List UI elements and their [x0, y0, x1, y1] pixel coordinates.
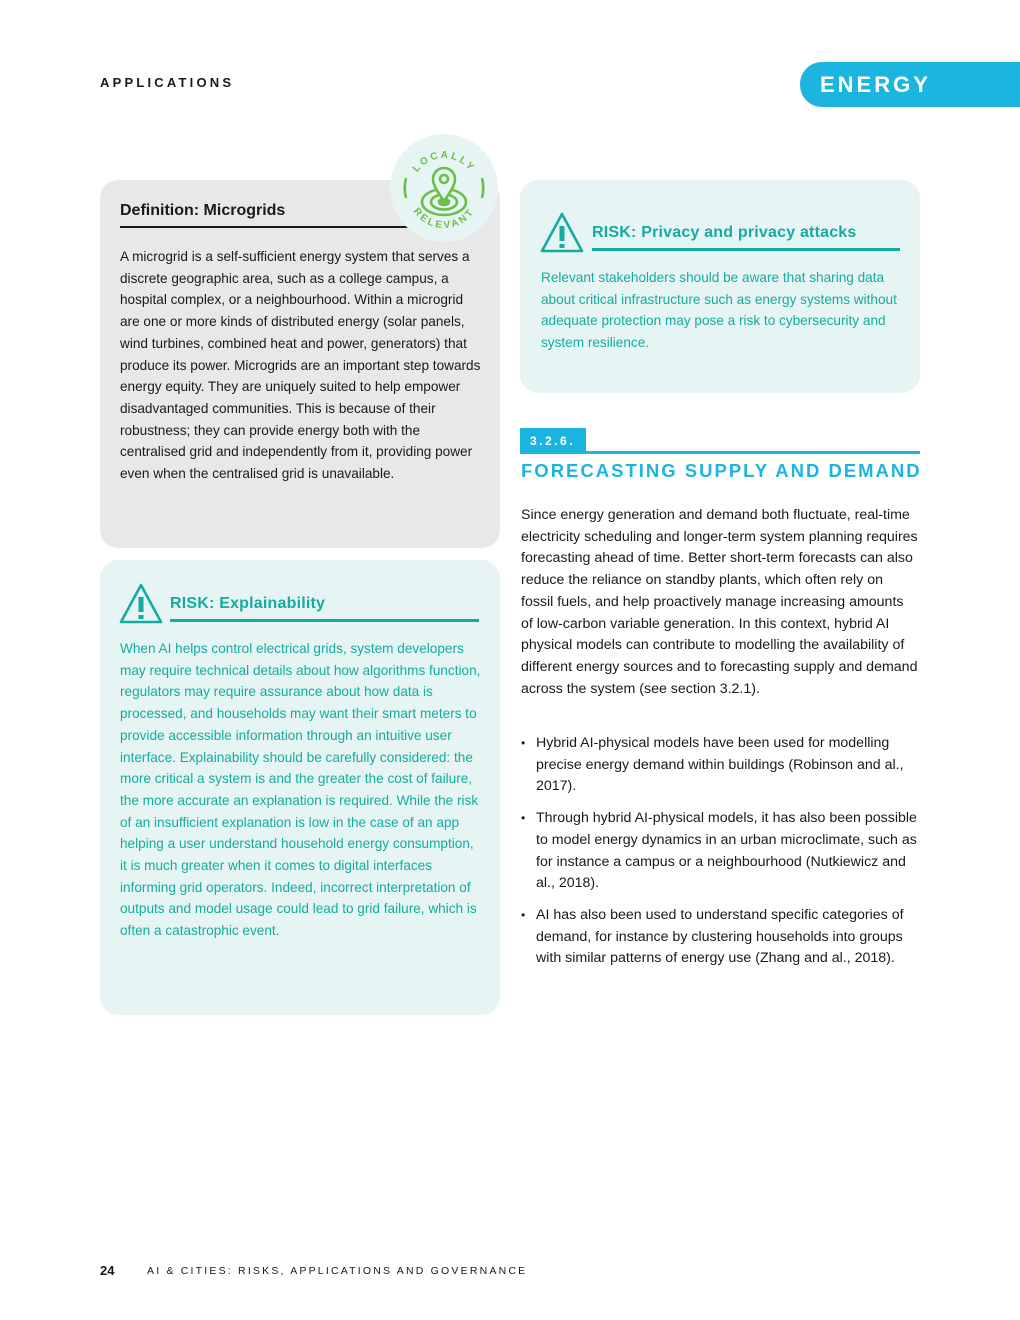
section-rule	[586, 451, 920, 454]
footer-title: AI & CITIES: RISKS, APPLICATIONS AND GOVERNANCE	[147, 1265, 528, 1277]
energy-tab-label: ENERGY	[820, 71, 931, 97]
locally-relevant-badge	[390, 134, 498, 242]
risk-privacy-title: RISK: Privacy and privacy attacks	[592, 224, 900, 251]
energy-tab	[800, 62, 1020, 107]
badge-bottom-text: RELEVANT	[410, 206, 478, 232]
list-item: • Through hybrid AI-physical models, it has also been possible to model energy dynamics in an urban microclimate, such as for instance a campus or a neighbourhood (Nutkiewicz and al., 2018).	[521, 808, 919, 895]
section-number: 3.2.6.	[520, 428, 586, 454]
page-number: 24	[100, 1263, 115, 1278]
list-item: • Hybrid AI-physical models have been used for modelling precise energy demand within buildings (Robinson and al., 2017).	[521, 733, 919, 798]
risk-privacy-text: Relevant stakeholders should be aware that sharing data about critical infrastructure such as energy systems without adequate protection may pose a risk to cybersecurity and system resilience.	[541, 270, 897, 351]
risk-explainability-title: RISK: Explainability	[170, 595, 479, 622]
definition-title: Definition: Microgrids	[120, 202, 408, 228]
section-body: Since energy generation and demand both fluctuate, real-time electricity scheduling and longer-term system planning requires forecasting ahead of time. Better short-term forecasts can also reduce the reliance on standby plants, which often rely on fossil fuels, and help proactively manage increasing amounts of low-carbon variable generation. In this context, hybrid AI physical models can contribute to modelling the availability of different energy sources and to forecasting supply and demand across the system (see section 3.2.1).	[521, 507, 918, 697]
badge-top-text: LOCALLY	[410, 149, 478, 175]
list-item: • AI has also been used to understand specific categories of demand, for instance by clustering households into groups with similar patterns of energy use (Zhang and al., 2018).	[521, 905, 919, 970]
warning-icon	[119, 582, 163, 626]
section-title: FORECASTING SUPPLY AND DEMAND	[521, 460, 922, 481]
definition-text: A microgrid is a self-sufficient energy system that serves a discrete geographic area, such as a college campus, a hospital complex, or a neighbourhood. Within a microgrid are one or more kinds of distributed energy (solar panels, wind turbines, combined heat and power, generators) that produce its power. Microgrids are an important step towards energy equity. They are uniquely suited to help empower disadvantaged communities. This is because of their robustness; they can provide energy both with the centralised grid and independently from it, providing power even when the centralised grid is unavailable.	[120, 249, 481, 482]
section-bullets	[521, 733, 919, 980]
risk-explainability-text: When AI helps control electrical grids, system developers may require technical details about how algorithms function, regulators may require assurance about how data is processed, and households may want their smart meters to provide accessible information through an intuitive user interface. Explainability should be carefully considered: the more critical a system is and the greater the cost of failure, the more accurate an explanation is required. While the risk of an insufficient explanation is low in the case of an app helping a user understand household energy consumption, it is much greater when it comes to digital interfaces informing grid operators. Indeed, incorrect interpretation of outputs and model usage could lead to grid failure, which is often a catastrophic event.	[120, 641, 481, 939]
warning-icon	[540, 211, 584, 255]
section-label: APPLICATIONS	[100, 75, 235, 90]
